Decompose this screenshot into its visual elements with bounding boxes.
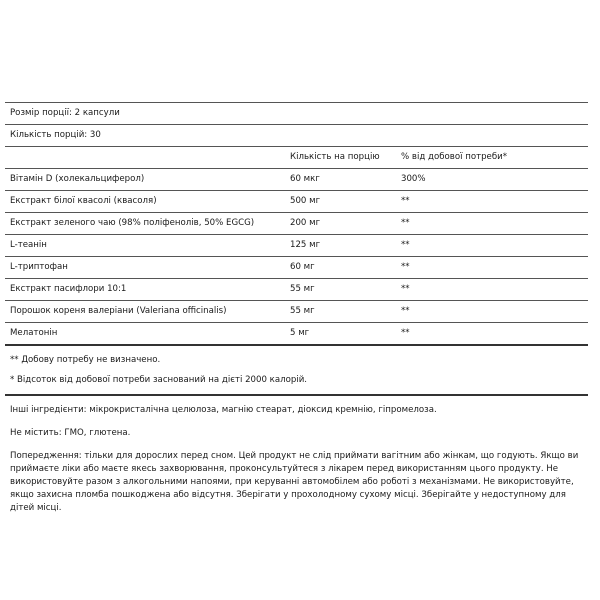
footnote-not-established: ** Добову потребу не визначено. (10, 355, 161, 365)
table-row (5, 257, 588, 279)
ingredient-amount: 60 мкг (290, 174, 320, 184)
ingredient-amount: 55 мг (290, 306, 315, 316)
table-row (5, 323, 588, 346)
table-header-row (5, 147, 588, 169)
ingredient-daily-value: ** (401, 284, 410, 294)
ingredient-name: Порошок кореня валеріани (Valeriana officinalis) (10, 306, 227, 316)
ingredient-daily-value: ** (401, 262, 410, 272)
table-row (5, 301, 588, 323)
header-amount: Кількість на порцію (290, 152, 380, 162)
header-daily-value: % від добової потреби* (401, 152, 508, 162)
ingredient-amount: 55 мг (290, 284, 315, 294)
servings-count-row (5, 125, 588, 147)
ingredient-name: Екстракт білої квасолі (квасоля) (10, 196, 157, 206)
warning-line: використовуйте разом з алкогольними напоями, при керуванні автомобілем або роботі з механізмами. Не використовуйте, (10, 477, 574, 487)
warning-line: якщо захисна пломба пошкоджена або відсутня. Зберігати у прохолодному сухому місці. Зберігайте у недоступному для (10, 490, 566, 500)
warning-line: Попередження: тільки для дорослих перед сном. Цей продукт не слід приймати вагітним або жінкам, що годують. Якщо ви (10, 451, 579, 461)
ingredient-name: L-теанін (10, 240, 47, 250)
ingredient-daily-value: 300% (401, 174, 426, 184)
ingredient-amount: 5 мг (290, 328, 310, 338)
ingredient-daily-value: ** (401, 306, 410, 316)
table-row (5, 235, 588, 257)
free-of: Не містить: ГМО, глютена. (10, 428, 131, 438)
ingredient-amount: 500 мг (290, 196, 321, 206)
supplement-facts-panel (5, 102, 588, 515)
ingredient-name: L-триптофан (10, 262, 68, 272)
notes-section (5, 350, 588, 515)
ingredient-amount: 60 мг (290, 262, 315, 272)
ingredient-name: Екстракт пасифлори 10:1 (10, 284, 127, 294)
ingredient-name: Мелатонін (10, 328, 58, 338)
servings-count: Кількість порцій: 30 (10, 130, 101, 140)
ingredient-daily-value: ** (401, 240, 410, 250)
table-row (5, 191, 588, 213)
warning-line: приймаєте ліки або маєте якесь захворювання, проконсультуйтеся з лікарем перед використанням цього продукту. Не (10, 464, 559, 474)
table-row (5, 279, 588, 301)
table-row (5, 169, 588, 191)
serving-size-row (5, 102, 588, 125)
ingredient-daily-value: ** (401, 328, 410, 338)
table-row (5, 213, 588, 235)
ingredient-name: Екстракт зеленого чаю (98% поліфенолів, 50% EGCG) (10, 218, 255, 228)
other-ingredients: Інші інгредієнти: мікрокристалічна целюлоза, магнію стеарат, діоксид кремнію, гіпромелоза. (10, 405, 437, 415)
ingredient-daily-value: ** (401, 218, 410, 228)
ingredient-name: Вітамін D (холекальциферол) (10, 174, 145, 184)
serving-size: Розмір порції: 2 капсули (10, 108, 120, 118)
warning-line: дітей місці. (10, 503, 62, 513)
footnote-daily-value: * Відсоток від добової потреби заснований на дієті 2000 калорій. (10, 375, 308, 385)
ingredient-amount: 200 мг (290, 218, 321, 228)
ingredient-amount: 125 мг (290, 240, 321, 250)
ingredient-daily-value: ** (401, 196, 410, 206)
